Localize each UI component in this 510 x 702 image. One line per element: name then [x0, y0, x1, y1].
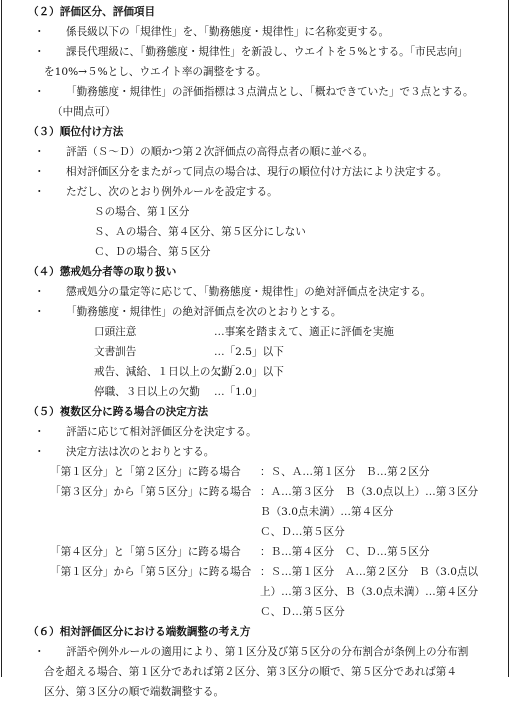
- bullet-dot: [2, 42, 66, 62]
- rule-row: 「第１区分」と「第２区分」に跨る場合 ：Ｓ、Ａ…第１区分 Ｂ…第２区分: [50, 466, 430, 478]
- bullet-dot: [2, 422, 66, 442]
- bullet-item: ・ 係長級以下の「規律性」を、「勤務態度・規律性」に名称変更する。: [2, 22, 508, 42]
- bullet-item: ・ ただし、次のとおり例外ルールを設定する。: [2, 182, 508, 202]
- bullet-item: ・ 「勤務態度・規律性」の評価指標は３点満点とし、「概ねできていた」で３点とする。: [2, 82, 508, 102]
- bullet-item: ・ 決定方法は次のとおりとする。: [2, 442, 508, 462]
- bullet-dot: [2, 182, 66, 202]
- bullet-dot: [2, 442, 66, 462]
- bullet-dot: [2, 642, 66, 662]
- bullet-continuation: を10%→５%とし、ウエイト率の調整をする。: [44, 66, 267, 78]
- bullet-item: ・ 評語に応じて相対評価区分を決定する。: [2, 422, 508, 442]
- rule-continuation: Ｂ（3.0点未満）…第４区分: [260, 506, 394, 518]
- bullet-continuation: （中間点可）: [52, 106, 116, 118]
- bullet-dot: [2, 82, 66, 102]
- section-heading-6: （６）相対評価区分における端数調整の考え方: [28, 626, 251, 638]
- section-heading-2: （２）評価区分、評価項目: [28, 6, 156, 18]
- bullet-dot: [2, 162, 66, 182]
- discipline-row: 文書訓告 …「2.5」以下: [94, 346, 284, 358]
- exception-rule: Ｓ、Ａの場合、第４区分、第５区分にしない: [94, 226, 306, 238]
- bullet-dot: [2, 22, 66, 42]
- section-heading-4: （４）懲戒処分者等の取り扱い: [28, 266, 177, 278]
- section-heading-5: （５）複数区分に跨る場合の決定方法: [28, 406, 209, 418]
- bullet-dot: [2, 302, 66, 322]
- bullet-item: ・ 評語（Ｓ～Ｄ）の順かつ第２次評価点の高得点者の順に並べる。: [2, 142, 508, 162]
- bullet-item: ・ 相対評価区分をまたがって同点の場合は、現行の順位付け方法により決定する。: [2, 162, 508, 182]
- bullet-continuation: 合を超える場合、第１区分であれば第２区分、第３区分の順で、第５区分であれば第４: [44, 666, 457, 678]
- exception-rule: Ｃ、Ｄの場合、第５区分: [94, 246, 211, 258]
- rule-row: 「第１区分」から「第５区分」に跨る場合 ：Ｓ…第１区分 Ａ…第２区分 Ｂ（3.0点以: [50, 566, 479, 578]
- bullet-dot: [2, 282, 66, 302]
- bullet-item: ・ 「勤務態度・規律性」の絶対評価点を次のとおりとする。: [2, 302, 508, 322]
- rule-continuation: Ｃ、Ｄ…第５区分: [260, 606, 345, 618]
- document-page: [1, 0, 509, 698]
- rule-row: 「第３区分」から「第５区分」に跨る場合 ：Ａ…第３区分 Ｂ（3.0点以上）…第３区分: [50, 486, 479, 498]
- rule-continuation: Ｃ、Ｄ…第５区分: [260, 526, 345, 538]
- discipline-row: 停職、３日以上の欠勤 …「1.0」: [94, 386, 263, 398]
- exception-rule: Ｓの場合、第１区分: [94, 206, 190, 218]
- section-heading-3: （３）順位付け方法: [28, 126, 124, 138]
- bullet-dot: [2, 142, 66, 162]
- rule-row: 「第４区分」と「第５区分」に跨る場合 ：Ｂ…第４区分 Ｃ、Ｄ…第５区分: [50, 546, 430, 558]
- bullet-continuation: 区分、第３区分の順で端数調整する。: [44, 686, 225, 698]
- bullet-item: ・ 懲戒処分の量定等に応じて、「勤務態度・規律性」の絶対評価点を決定する。: [2, 282, 508, 302]
- discipline-row: 戒告、減給、１日以上の欠勤 …「2.0」以下: [94, 366, 284, 378]
- bullet-item: ・ 評語や例外ルールの適用により、第１区分及び第５区分の分布割合が条例上の分布割: [2, 642, 508, 662]
- discipline-row: 口頭注意 …事案を踏まえて、適正に評価を実施: [94, 326, 394, 338]
- bullet-item: ・ 課長代理級に、「勤務態度・規律性」を新設し、ウエイトを５%とする。「市民志向」: [2, 42, 508, 62]
- rule-continuation: 上）…第３区分、Ｂ（3.0点未満）…第４区分: [260, 586, 479, 598]
